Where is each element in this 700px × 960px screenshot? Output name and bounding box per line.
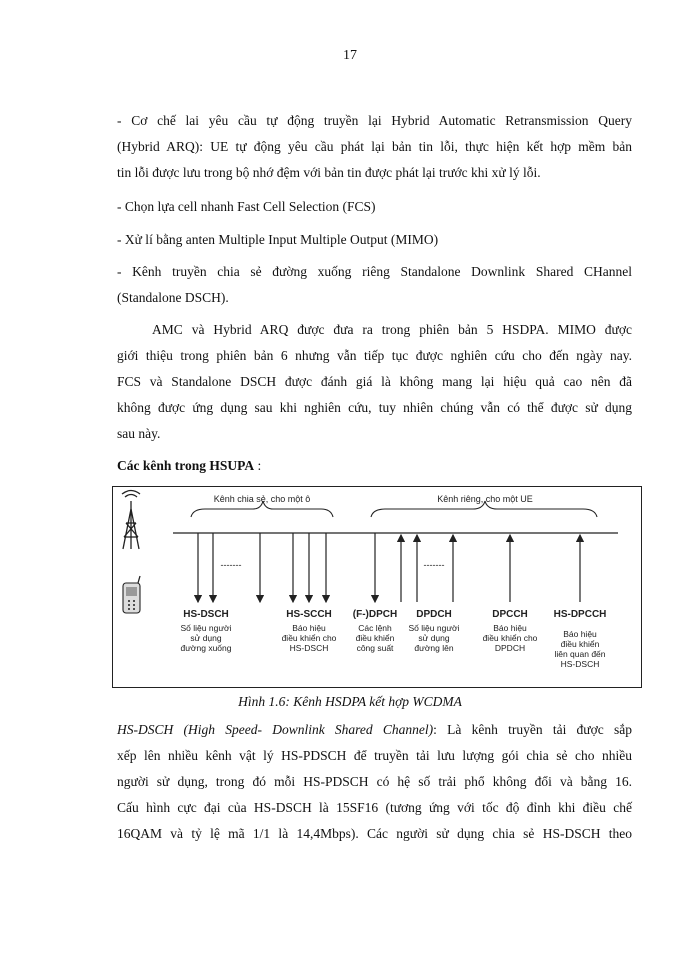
mobile-phone-icon [123, 576, 140, 613]
paragraph-line-1: AMC và Hybrid ARQ được đưa ra trong phiên bản 5 HSDPA. MIMO được [152, 322, 632, 337]
channel-name: HS-DPCCH [553, 609, 607, 620]
channel-name: DPDCH [416, 609, 452, 620]
channel-desc: HS-DSCH [560, 659, 600, 669]
channel-desc: Báo hiệu [563, 629, 597, 639]
section-heading-text: Các kênh trong HSUPA [117, 458, 255, 473]
channel-desc: đường lên [414, 643, 454, 653]
bullet-harq-line-1: - Cơ chế lai yêu cầu tự động truyền lại Hybrid Automatic Retransmission Query [117, 113, 632, 128]
channel-desc: Số liệu người [408, 623, 460, 633]
channel-desc: điều khiển [355, 633, 395, 643]
final-paragraph-line-5: 16QAM và tỷ lệ mã 1/1 là 14,4Mbps). Các người sử dụng chia sẻ HS-DSCH theo [117, 826, 632, 841]
channel-name: HS-SCCH [286, 609, 332, 620]
section-heading-suffix: : [254, 458, 262, 473]
final-paragraph-line-4: Cấu hình cực đại của HS-DSCH là 15SF16 (tương ứng với tốc độ đỉnh khi điều chế [117, 800, 632, 815]
ellipsis-uplink: ------- [423, 560, 445, 570]
term-hs-dsch: HS-DSCH (High Speed- Downlink Shared Channel) [117, 722, 434, 737]
final-paragraph-line-3: người sử dụng, trong đó mỗi HS-PDSCH có hệ số trải phổ không đổi và bằng 16. [117, 774, 632, 789]
channel-desc: đường xuống [180, 643, 232, 653]
channel-desc: điều khiển cho [482, 633, 538, 643]
bullet-harq-line-3: tin lỗi được lưu trong bộ nhớ đệm với bản tin được phát lại trước khi xử lý lỗi. [117, 165, 541, 180]
page-number: 17 [343, 48, 357, 63]
final-paragraph-first-rest: : Là kênh truyền tải được sắp [433, 722, 632, 737]
paragraph-line-2: giới thiệu trong phiên bản 6 nhưng vẫn tiếp tục được nghiên cứu cho đến ngày nay. [117, 348, 632, 363]
paragraph-line-5: sau này. [117, 426, 161, 441]
channel-desc: liên quan đến [554, 649, 606, 659]
brace-dedicated-label: Kênh riêng, cho một UE [437, 494, 533, 504]
channel-name: HS-DSCH [183, 609, 229, 620]
channel-desc: sử dụng [190, 633, 222, 643]
bullet-fcs: - Chọn lựa cell nhanh Fast Cell Selection (FCS) [117, 199, 376, 214]
channel-desc: công suất [356, 643, 394, 653]
channel-desc: sử dụng [418, 633, 450, 643]
ellipsis-downlink: ------- [220, 560, 242, 570]
channel-desc: Các lệnh [358, 623, 392, 633]
section-heading [117, 458, 261, 474]
channel-desc: điều khiển cho [281, 633, 337, 643]
channel-name: DPCCH [492, 609, 528, 620]
bullet-mimo: - Xử lí bằng anten Multiple Input Multiple Output (MIMO) [117, 232, 439, 247]
channel-desc: Báo hiệu [292, 623, 326, 633]
paragraph-line-4: không được ứng dụng sau khi nghiên cứu, tuy nhiên chúng vẫn có thể được sử dụng [117, 400, 632, 415]
channel-desc: DPDCH [494, 643, 526, 653]
bullet-harq-line-2: (Hybrid ARQ): UE tự động yêu cầu phát lại bản tin lỗi, thực hiện kết hợp mềm bản [117, 139, 632, 154]
figure-caption: Hình 1.6: Kênh HSDPA kết hợp WCDMA [238, 694, 462, 709]
brace-shared-label: Kênh chia sẻ, cho một ô [213, 494, 311, 504]
final-paragraph-line-2: xếp lên nhiều kênh vật lý HS-PDSCH để truyền tải lưu lượng gói chia sẻ cho nhiều [117, 748, 632, 763]
channel-name: (F-)DPCH [352, 609, 398, 620]
bullet-dsch-line-1: - Kênh truyền chia sẻ đường xuống riêng Standalone Downlink Shared CHannel [117, 264, 632, 279]
channel-desc: Số liệu người [180, 623, 232, 633]
channel-diagram [113, 487, 641, 687]
final-paragraph-line-1 [117, 722, 632, 738]
channel-desc: Báo hiệu [493, 623, 527, 633]
channel-desc: điều khiển [560, 639, 600, 649]
paragraph-line-3: FCS và Standalone DSCH được đánh giá là không mang lại hiệu quả cao nên đã [117, 374, 632, 389]
bullet-dsch-line-2: (Standalone DSCH). [117, 290, 229, 305]
figure-hsdpa-channels [112, 486, 642, 688]
antenna-tower-icon [122, 491, 140, 550]
channel-desc: HS-DSCH [289, 643, 329, 653]
